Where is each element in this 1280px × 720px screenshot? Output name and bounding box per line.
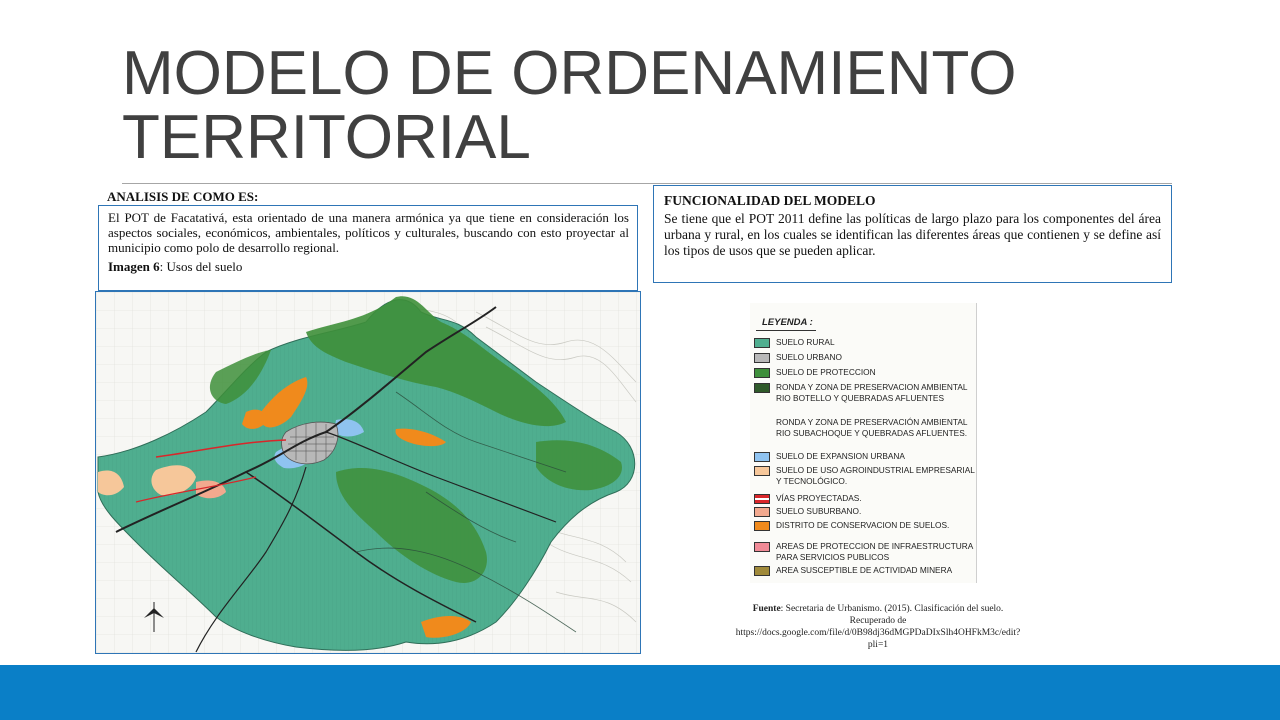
functionality-heading: FUNCIONALIDAD DEL MODELO (664, 193, 876, 208)
legend-label: SUELO SUBURBANO. (776, 506, 862, 516)
legend-swatch (754, 466, 770, 476)
legend-label: RONDA Y ZONA DE PRESERVACION AMBIENTAL RIO BOTELLO Y QUEBRADAS AFLUENTES (776, 382, 968, 403)
legend-swatch (754, 566, 770, 576)
land-use-map (95, 291, 641, 654)
image-caption-label: Imagen 6 (108, 259, 160, 274)
land-use-map-drawing (96, 292, 641, 654)
legend-label: SUELO DE USO AGROINDUSTRIAL EMPRESARIAL Y TECNOLÓGICO. (776, 465, 975, 486)
legend-label: AREA SUSCEPTIBLE DE ACTIVIDAD MINERA (776, 565, 953, 575)
functionality-body: Se tiene que el POT 2011 define las políticas de largo plazo para los componentes del área urbana y rural, en los cuales se identifican las diferentes áreas que contienen y se define así los tipos de usos que se pueden aplicar. (664, 211, 1161, 258)
image-caption (108, 259, 629, 274)
image-caption-text: : Usos del suelo (159, 259, 243, 274)
legend-swatch (754, 507, 770, 517)
legend-label: DISTRITO DE CONSERVACION DE SUELOS. (776, 520, 950, 530)
title-divider (122, 183, 1172, 184)
analysis-body: El POT de Facatativá, esta orientado de una manera armónica ya que tiene en consideración los aspectos sociales, económicos, ambientales, políticos y culturales, buscando con esto proyectar al municipio como polo de desarrollo regional. (108, 210, 629, 255)
functionality-textbox (653, 185, 1172, 283)
legend-swatch (754, 452, 770, 462)
legend-swatch (754, 494, 770, 504)
legend-swatch (754, 353, 770, 363)
title-line-1: MODELO DE ORDENAMIENTO (122, 39, 1017, 108)
legend-swatch (754, 338, 770, 348)
legend-label: SUELO URBANO (776, 352, 842, 362)
source-citation (733, 603, 1023, 651)
legend-swatch (754, 521, 770, 531)
legend-swatch (754, 542, 770, 552)
source-text: : Secretaria de Urbanismo. (2015). Clasificación del suelo. Recuperado de https://docs.google.com/file/d/0B98dj36dMGPDaDIxSlh4OHFkM3c/edit?pli=1 (735, 604, 1021, 650)
legend-label: SUELO DE EXPANSION URBANA (776, 451, 905, 461)
analysis-textbox (98, 205, 638, 291)
slide-title (122, 39, 1122, 172)
bottom-accent-bar (0, 665, 1280, 720)
legend-label: SUELO DE PROTECCION (776, 367, 876, 377)
legend-label: AREAS DE PROTECCION DE INFRAESTRUCTURA PARA SERVICIOS PUBLICOS (776, 541, 973, 562)
legend-label: RONDA Y ZONA DE PRESERVACIÓN AMBIENTAL RIO SUBACHOQUE Y QUEBRADAS AFLUENTES. (776, 417, 968, 438)
title-line-2: TERRITORIAL (122, 103, 531, 172)
map-legend (750, 303, 977, 583)
legend-title: LEYENDA : (762, 317, 813, 328)
analysis-heading: ANALISIS DE COMO ES: (107, 189, 259, 204)
legend-label: VÍAS PROYECTADAS. (776, 493, 862, 503)
legend-title-underline (756, 330, 816, 331)
legend-swatch (754, 368, 770, 378)
source-label: Fuente (752, 604, 781, 614)
legend-label: SUELO RURAL (776, 337, 835, 347)
legend-swatch (754, 383, 770, 393)
